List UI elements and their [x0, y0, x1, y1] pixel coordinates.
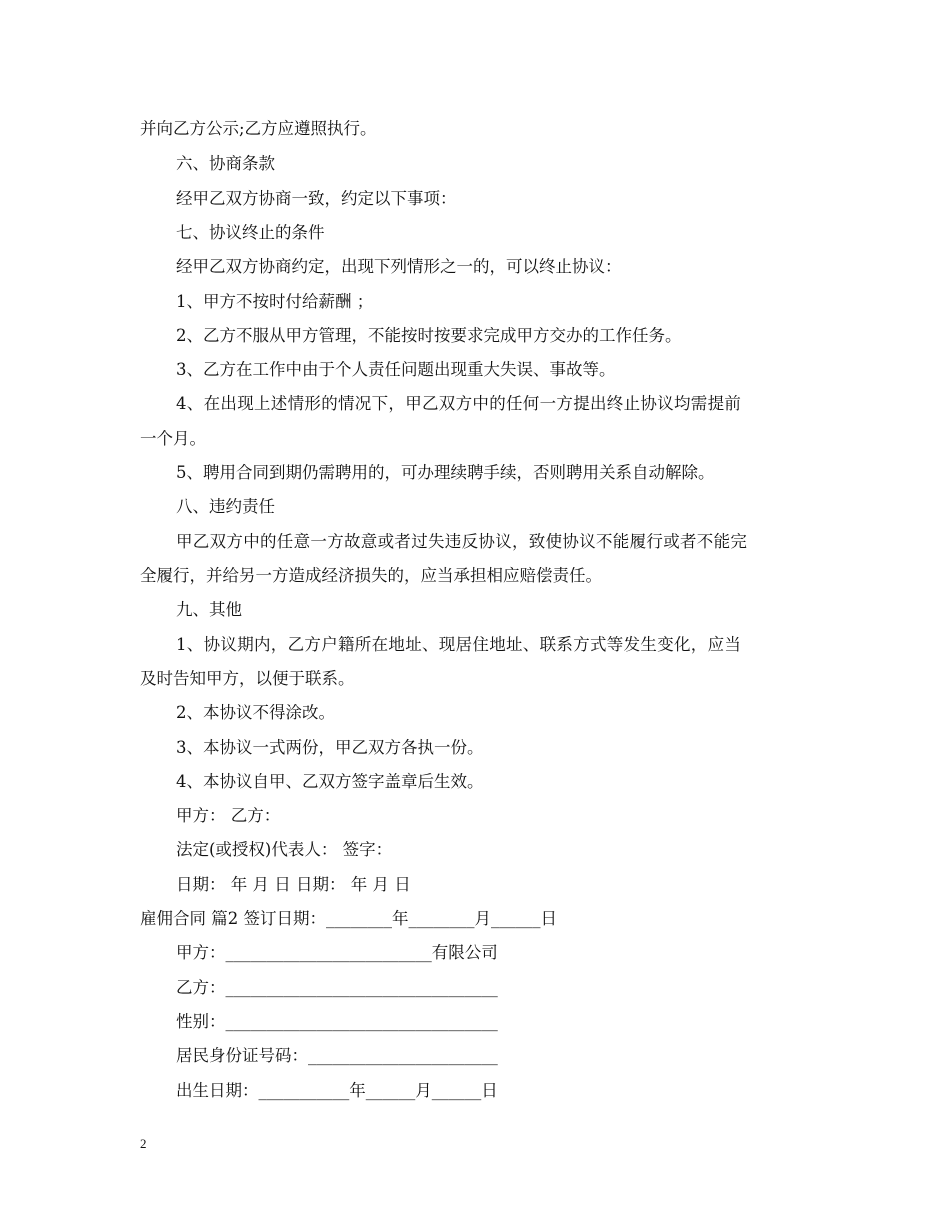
list-item: 2、乙方不服从甲方管理，不能按时按要求完成甲方交办的工作任务。	[176, 326, 682, 345]
page-number: 2	[140, 1136, 147, 1151]
text-line: 全履行，并给另一方造成经济损失的，应当承担相应赔偿责任。	[140, 566, 602, 585]
list-item: 4、在出现上述情形的情况下，甲乙双方中的任何一方提出终止协议均需提前	[176, 394, 742, 413]
text-line: 一个月。	[140, 429, 206, 448]
text-line: 并向乙方公示;乙方应遵照执行。	[140, 119, 377, 138]
text-line: 经甲乙双方协商一致，约定以下事项：	[176, 189, 457, 208]
form-field-party-b: 乙方：_________________________________	[176, 978, 498, 997]
list-item: 1、甲方不按时付给薪酬 ；	[176, 292, 374, 311]
signature-line: 法定(或授权)代表人： 签字：	[176, 840, 393, 859]
form-field-id-number: 居民身份证号码：_______________________	[176, 1046, 498, 1065]
signature-line: 甲方： 乙方：	[176, 806, 281, 825]
list-item: 4、本协议自甲、乙双方签字盖章后生效。	[176, 772, 484, 791]
form-field-gender: 性别：_________________________________	[176, 1012, 498, 1031]
section-heading: 八、违约责任	[176, 497, 275, 516]
text-line: 及时告知甲方，以便于联系。	[140, 669, 355, 688]
list-item: 3、本协议一式两份，甲乙双方各执一份。	[176, 738, 484, 757]
list-item: 5、聘用合同到期仍需聘用的，可办理续聘手续，否则聘用关系自动解除。	[176, 463, 715, 482]
text-line: 经甲乙双方协商约定，出现下列情形之一的，可以终止协议：	[176, 257, 622, 276]
list-item: 3、乙方在工作中由于个人责任问题出现重大失误、事故等。	[176, 360, 616, 379]
date-line: 日期： 年 月 日 日期： 年 月 日	[176, 875, 411, 894]
section-heading: 七、协议终止的条件	[176, 223, 325, 242]
form-field-party-a: 甲方：_________________________有限公司	[176, 943, 498, 962]
form-field-birth-date: 出生日期：___________年______月______日	[176, 1081, 498, 1100]
contract-heading: 雇佣合同 篇2 签订日期：________年________月______日	[140, 909, 557, 928]
text-line: 甲乙双方中的任意一方故意或者过失违反协议，致使协议不能履行或者不能完	[176, 532, 748, 551]
section-heading: 六、协商条款	[176, 154, 275, 173]
section-heading: 九、其他	[176, 600, 242, 619]
list-item: 2、本协议不得涂改。	[176, 703, 335, 722]
list-item: 1、协议期内，乙方户籍所在地址、现居住地址、联系方式等发生变化，应当	[176, 635, 742, 654]
